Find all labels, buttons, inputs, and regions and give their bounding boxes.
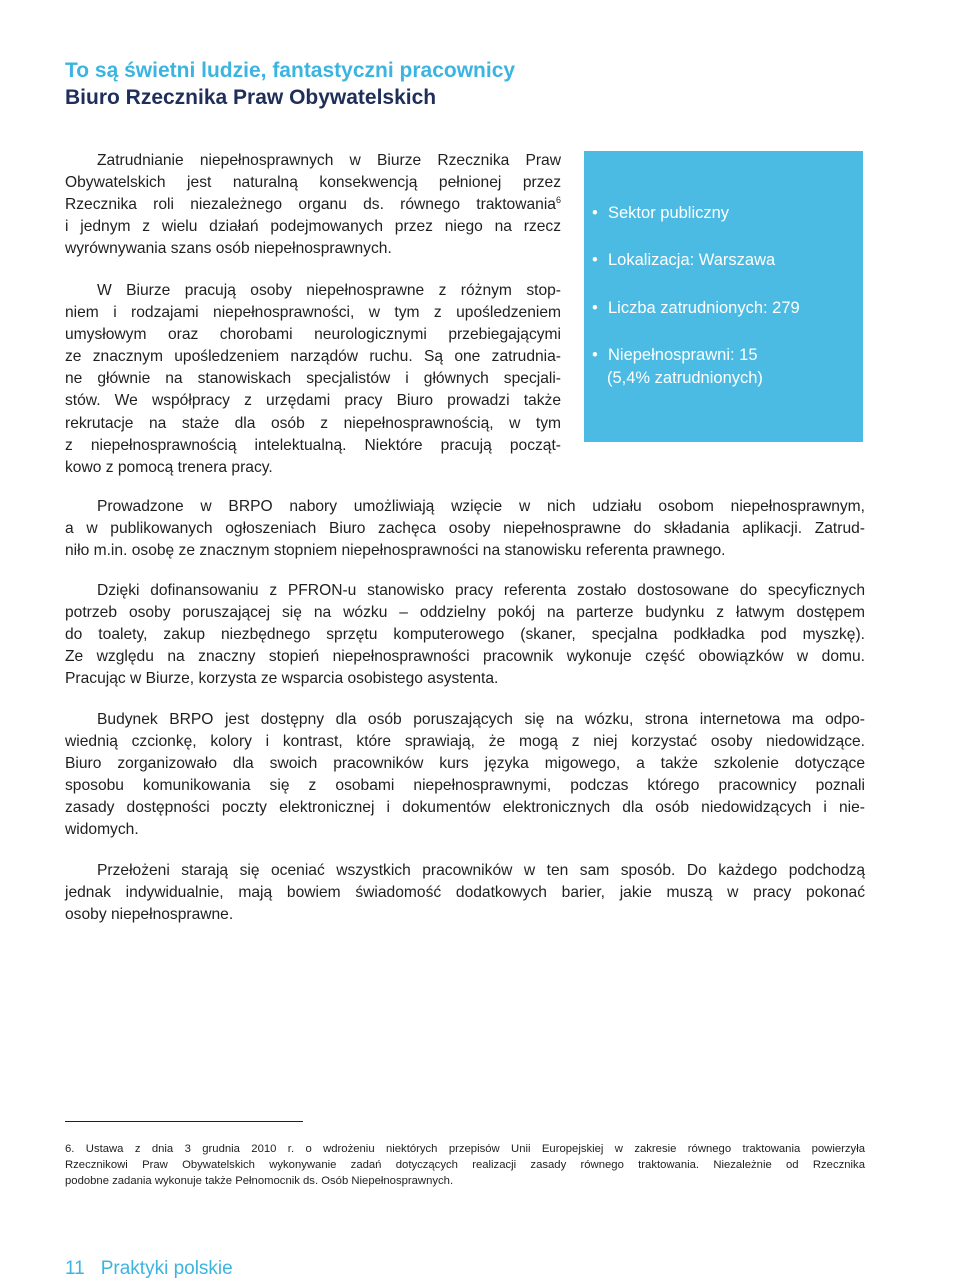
accessibility-paragraph	[65, 709, 865, 842]
bullet-icon: •	[592, 251, 598, 269]
text-line: Obywatelskich jest naturalną konsekwencją pełnionej przez	[65, 174, 561, 192]
text-line: wyrównywania szans osób niepełnosprawnych.	[65, 240, 392, 258]
text-line: Rzecznika roli niezależnego organu ds. równego traktowania$^6$	[65, 195, 561, 214]
footnote-line: 6. Ustawa z dnia 3 grudnia 2010 r. o wdrożeniu niektórych przepisów Unii Europejskiej w zakresie równego traktowania powierzyła	[65, 1143, 865, 1155]
page-section-label: Praktyki polskie	[100, 1258, 233, 1279]
text-line: Prowadzone w BRPO nabory umożliwiają wzięcie w nich udziału osobom niepełnosprawnym,	[97, 498, 865, 515]
info-item-employees: • Liczba zatrudnionych: 279	[592, 297, 800, 320]
info-item-location: • Lokalizacja: Warszawa	[592, 249, 775, 272]
text-line: osoby niepełnosprawne.	[65, 906, 234, 924]
text-line: Pracując w Biurze, korzysta ze wsparcia osobistego asystenta.	[65, 670, 499, 688]
staff-paragraph	[65, 280, 561, 479]
intro-paragraph	[65, 150, 561, 260]
page-title: To są świetni ludzie, fantastyczni pracownicy	[65, 59, 516, 82]
workplace-paragraph	[65, 580, 865, 690]
info-item-disabled: • Niepełnosprawni: 15 (5,4% zatrudnionych)	[592, 344, 763, 390]
page-footer	[65, 1258, 233, 1280]
text-line: stów. We współpracy z urzędami pracy Biuro prowadzi także	[65, 392, 561, 410]
info-box	[584, 151, 863, 442]
text-line: Biuro zorganizowało dla swoich pracowników kurs języka migowego, a także szkolenie dotyczące	[65, 755, 865, 773]
text-line: jednak indywidualnie, mają bowiem świadomość dodatkowych barier, jakie muszą w pracy pokonać	[65, 884, 865, 902]
info-item-sector: • Sektor publiczny	[592, 202, 729, 225]
text-line: rekrutacje na staże dla osób z niepełnosprawnością, w tym	[65, 414, 561, 432]
text-line: niło m.in. osobę ze znacznym stopniem niepełnosprawności na stanowisku referenta prawnego.	[65, 542, 726, 560]
bullet-icon: •	[592, 299, 598, 317]
text-line: widomych.	[65, 821, 139, 839]
footnote-ref: 6	[555, 195, 561, 205]
text-line: niem i rodzajami niepełnosprawności, w tym z upośledzeniem	[65, 304, 561, 322]
text-line: Budynek BRPO jest dostępny dla osób poruszających się na wózku, strona internetowa ma odpo-	[97, 711, 865, 728]
text-line: Przełożeni starają się oceniać wszystkich pracowników w ten sam sposób. Do każdego podchodzą	[97, 862, 865, 879]
text-line: kowo z pomocą trenera pracy.	[65, 458, 273, 476]
bullet-icon: •	[592, 346, 598, 364]
text-line: z niepełnosprawnością intelektualną. Niektóre pracują począt-	[65, 436, 561, 454]
text-line: sposobu komunikowania się z osobami niepełnosprawnymi, podczas którego pracownicy poznali	[65, 777, 865, 795]
text-line: umysłowym oraz chorobami neurologicznymi przebiegającymi	[65, 326, 561, 344]
bullet-icon: •	[592, 204, 598, 222]
page-header	[65, 58, 885, 112]
footnote	[65, 1141, 865, 1189]
text-line: ze znacznym upośledzeniem narządów ruchu. Są one zatrudnia-	[65, 348, 561, 366]
text-line: Dzięki dofinansowaniu z PFRON-u stanowisko pracy referenta zostało dostosowane do specyficznych	[97, 582, 865, 599]
text-line: zasady dostępności poczty elektronicznej i dokumentów elektronicznych dla osób niedowidzących i nie-	[65, 799, 865, 817]
text-line: W Biurze pracują osoby niepełnosprawne z różnym stop-	[97, 282, 561, 299]
text-line: Zatrudnianie niepełnosprawnych w Biurze Rzecznika Praw	[97, 152, 561, 169]
recruitment-paragraph	[65, 496, 865, 562]
footnote-line: Rzecznikowi Praw Obywatelskich wykonywanie zadań dotyczących realizacji zasady równego traktowania. Niezależnie od Rzecznika	[65, 1159, 865, 1171]
footnote-line: podobne zadania wykonuje także Pełnomocnik ds. Osób Niepełnosprawnych.	[65, 1175, 454, 1187]
managers-paragraph	[65, 860, 865, 926]
page-subtitle: Biuro Rzecznika Praw Obywatelskich	[65, 86, 437, 109]
text-line: Ze względu na znaczny stopień niepełnosprawności pracownik wykonuje część obowiązków w domu.	[65, 648, 865, 666]
text-line: i jednym z wielu działań podejmowanych przez niego na rzecz	[65, 218, 561, 236]
page-number: 11	[65, 1258, 85, 1279]
footnote-divider	[65, 1121, 303, 1122]
info-item-disabled-share: (5,4% zatrudnionych)	[607, 369, 763, 387]
text-line: wiednią czcionkę, kolory i kontrast, które sprawiają, że mogą z niej korzystać osoby niedowidzące.	[65, 733, 865, 751]
text-line: ne głównie na stanowiskach specjalistów i głównych specjali-	[65, 370, 561, 388]
text-line: potrzeb osoby poruszającej się na wózku – oddzielny pokój na parterze budynku z łatwym dostępem	[65, 604, 865, 622]
text-line: a w publikowanych ogłoszeniach Biuro zachęca osoby niepełnosprawne do składania aplikacji. Zatrud-	[65, 520, 865, 538]
text-line: do toalety, zakup niezbędnego sprzętu komputerowego (skaner, specjalna podkładka pod myszkę).	[65, 626, 865, 644]
